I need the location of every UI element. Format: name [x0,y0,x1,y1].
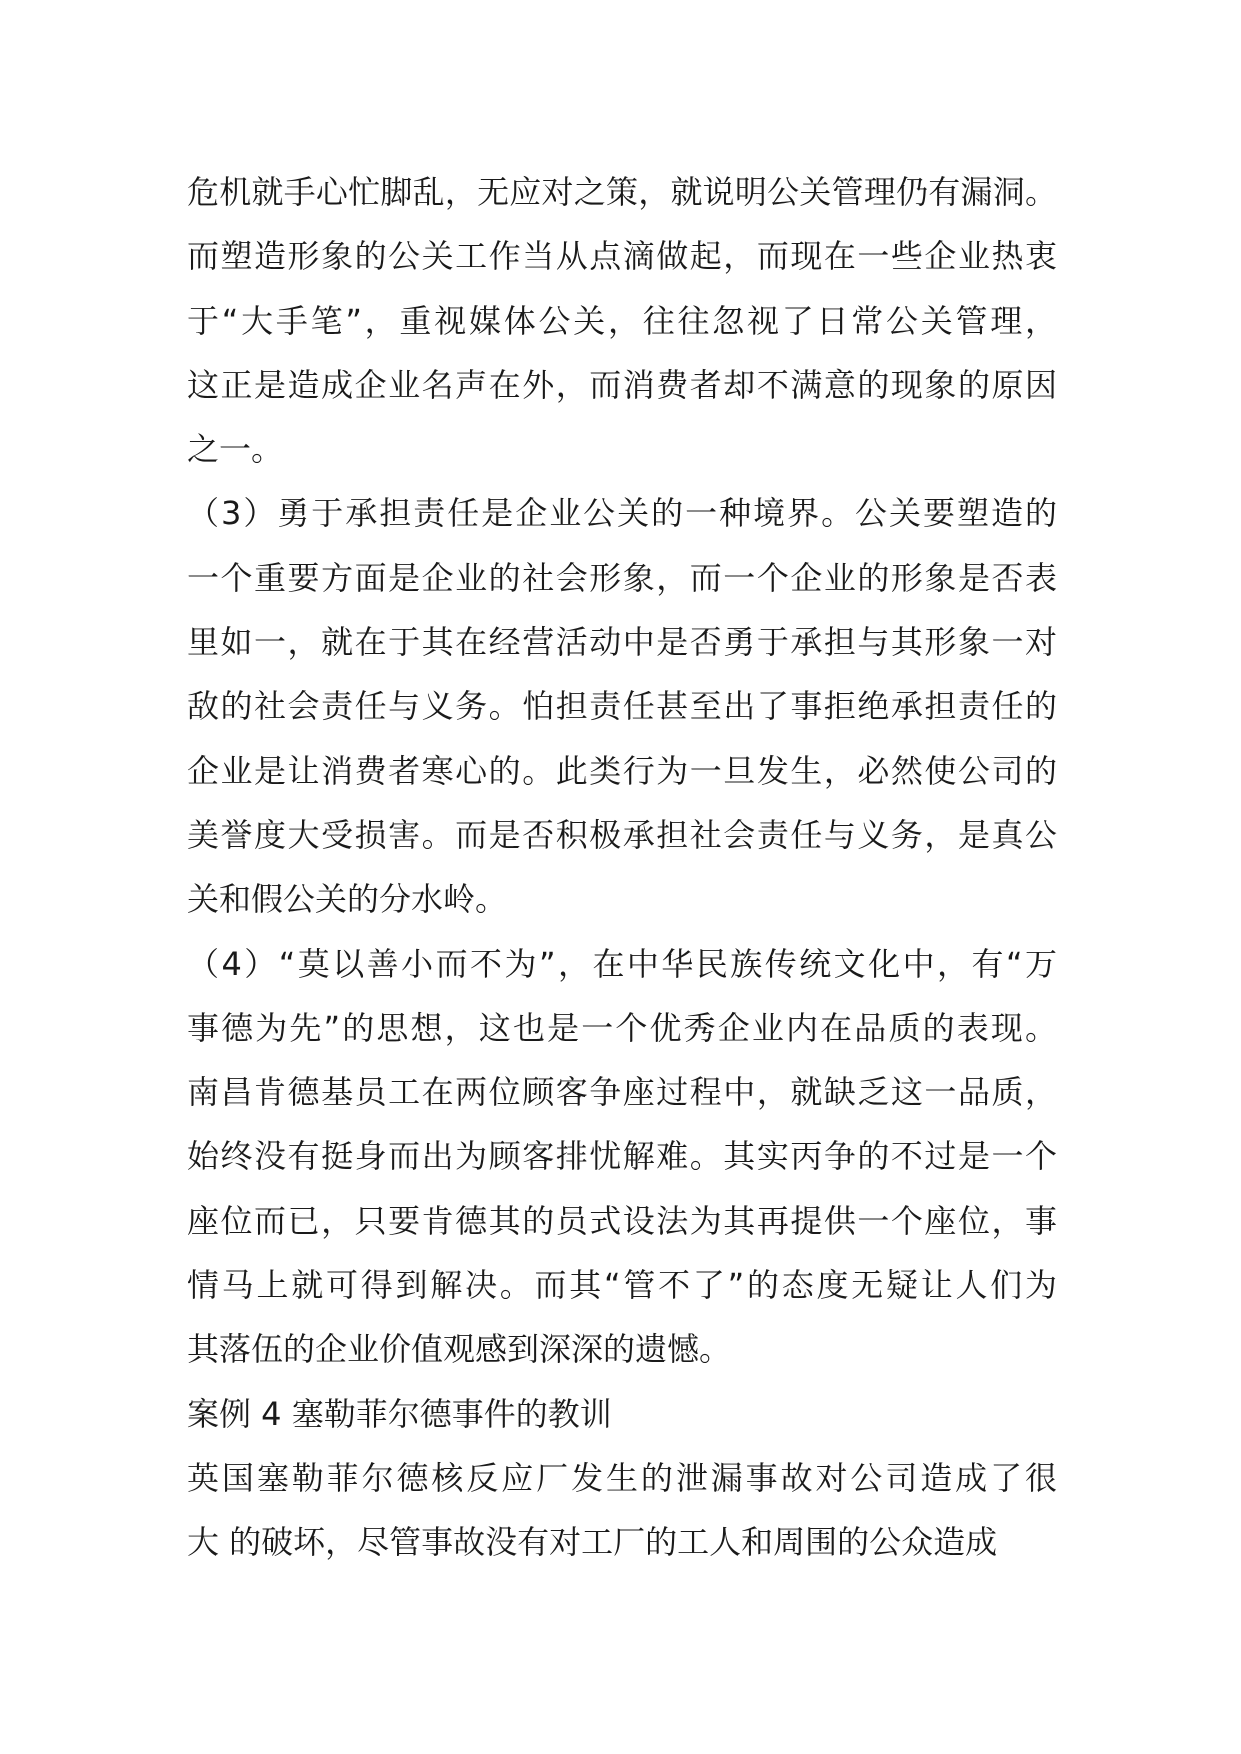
text-line: 美誉度大受损害。而是否积极承担社会责任与义务，是真公 [187,815,1057,854]
text-line: 一个重要方面是企业的社会形象，而一个企业的形象是否表 [187,558,1057,597]
text-line: 这正是造成企业名声在外，而消费者却不满意的现象的原因 [187,365,1057,404]
text-line: 敌的社会责任与义务。怕担责任甚至出了事拒绝承担责任的 [187,687,1057,726]
case-heading: 案例 4 塞勒菲尔德事件的教训 [187,1394,612,1433]
text-line: 企业是让消费者寒心的。此类行为一旦发生，必然使公司的 [187,751,1057,790]
text-line: 之一。 [187,430,284,469]
text-line: 其落伍的企业价值观感到深深的遗憾。 [187,1330,732,1369]
text-line: 里如一，就在于其在经营活动中是否勇于承担与其形象一对 [187,623,1057,662]
text-line: 英国塞勒菲尔德核反应厂发生的泄漏事故对公司造成了很 [187,1458,1057,1497]
text-line: 关和假公关的分水岭。 [187,880,508,919]
text-line: （4）“莫以善小而不为”，在中华民族传统文化中，有“万 [187,944,1057,983]
text-line: 情马上就可得到解决。而其“管不了”的态度无疑让人们为 [187,1266,1057,1305]
body-text [187,160,1057,1575]
text-line: 座位而已，只要肯德其的员式设法为其再提供一个座位，事 [187,1201,1057,1240]
text-line: 危机就手心忙脚乱，无应对之策，就说明公关管理仍有漏洞。 [187,173,1057,211]
text-line: （3）勇于承担责任是企业公关的一种境界。公关要塑造的 [187,494,1057,533]
text-line: 于“大手笔”，重视媒体公关，往往忽视了日常公关管理， [187,301,1057,340]
text-line: 南昌肯德基员工在两位顾客争座过程中，就缺乏这一品质， [187,1073,1057,1112]
text-line: 大 的破坏，尽管事故没有对工厂的工人和周围的公众造成 [187,1523,998,1562]
text-line: 事德为先”的思想，这也是一个优秀企业内在品质的表现。 [187,1008,1057,1047]
text-line: 而塑造形象的公关工作当从点滴做起，而现在一些企业热衷 [187,237,1057,276]
text-line: 始终没有挺身而出为顾客排忧解难。其实丙争的不过是一个 [187,1137,1057,1176]
